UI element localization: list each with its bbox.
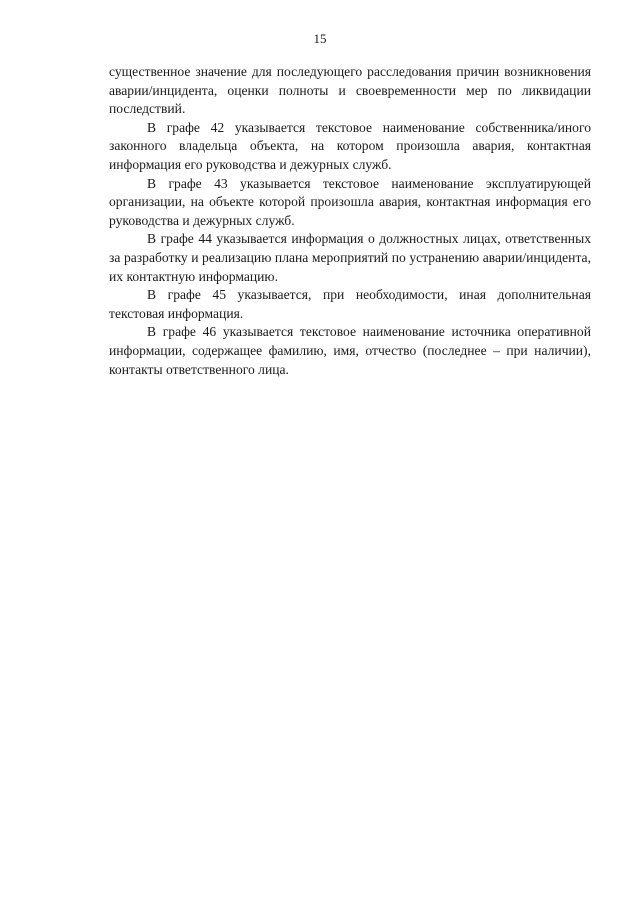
paragraph-column-45: В графе 45 указывается, при необходимости, иная дополнительная текстовая информация. xyxy=(109,287,591,321)
paragraph-column-43: В графе 43 указывается текстовое наименование эксплуатирующей организации, на объекте которой произошла авария, контактная информация его руководства и дежурных служб. xyxy=(109,175,591,228)
paragraph-column-42: В графе 42 указывается текстовое наименование собственника/иного законного владельца объекта, на котором произошла авария, контактная информация его руководства и дежурных служб. xyxy=(109,119,591,172)
paragraph-column-46: В графе 46 указывается текстовое наименование источника оперативной информации, содержащее фамилию, имя, отчество (последнее – при наличии), контакты ответственного лица. xyxy=(109,324,591,377)
document-body xyxy=(109,63,591,379)
paragraph-column-44: В графе 44 указывается информация о должностных лицах, ответственных за разработку и реализацию плана мероприятий по устранению аварии/инцидента, их контактную информацию. xyxy=(109,231,591,284)
paragraph-continuation: существенное значение для последующего расследования причин возникновения аварии/инцидента, оценки полноты и своевременности мер по ликвидации последствий. xyxy=(109,64,591,117)
page-number: 15 xyxy=(313,31,327,46)
